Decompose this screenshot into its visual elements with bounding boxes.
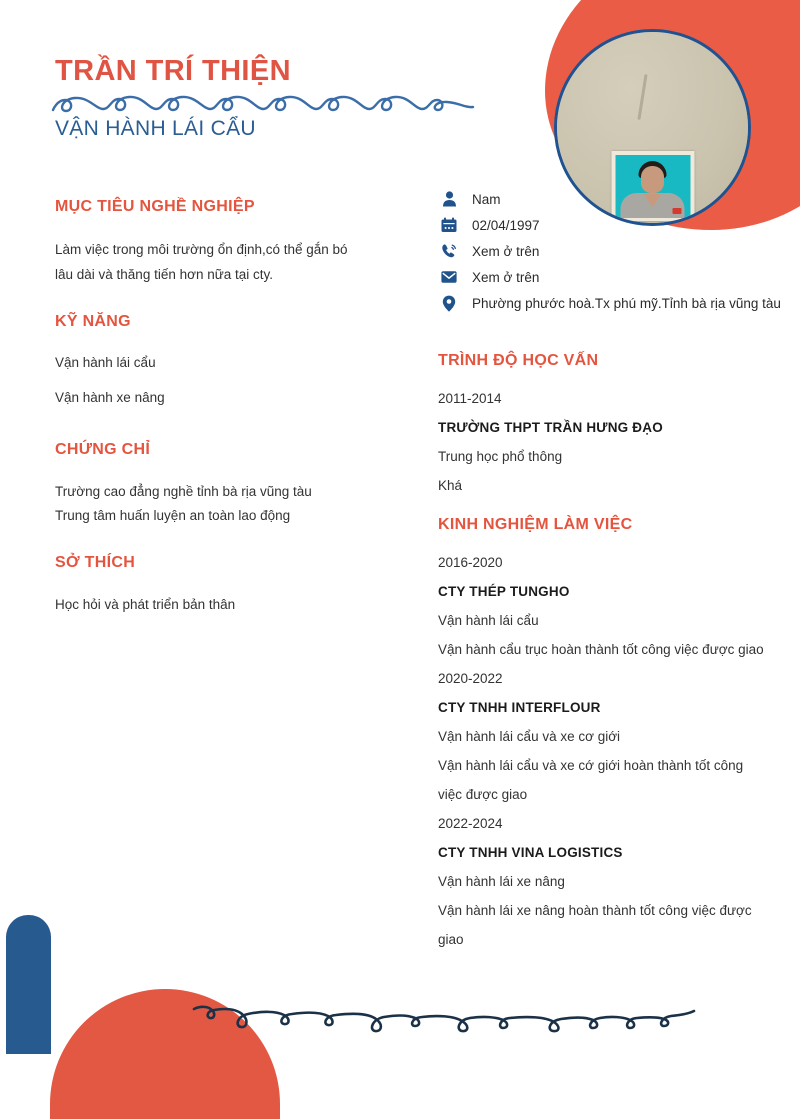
contact-row-phone[interactable] bbox=[438, 238, 768, 264]
education-date: 2011-2014 bbox=[438, 391, 502, 406]
section-heading-skills: KỸ NĂNG bbox=[55, 313, 131, 330]
job-title: VẬN HÀNH LÁI CẨU bbox=[55, 116, 256, 140]
contact-row-birthdate bbox=[438, 212, 768, 238]
experience-line: Vận hành lái cẩu và xe cớ giới hoàn thành tốt công việc được giao bbox=[438, 758, 744, 802]
contact-row-gender bbox=[438, 186, 768, 212]
section-heading-education: TRÌNH ĐỘ HỌC VẤN bbox=[438, 352, 599, 369]
experience-entry bbox=[438, 664, 768, 809]
experience-date: 2016-2020 bbox=[438, 555, 503, 570]
interest-item: Học hỏi và phát triển bản thân bbox=[55, 597, 236, 612]
contact-value-email: Xem ở trên bbox=[472, 269, 540, 285]
certificate-item: Trường cao đẳng nghề tỉnh bà rịa vũng tàu bbox=[55, 484, 312, 499]
education-entry bbox=[438, 384, 768, 500]
phone-icon bbox=[438, 243, 460, 259]
experience-line: Vận hành cẩu trục hoàn thành tốt công việc được giao bbox=[438, 642, 764, 657]
section-heading-interests: SỞ THÍCH bbox=[55, 554, 136, 571]
experience-line: Vận hành lái cẩu bbox=[438, 613, 539, 628]
resume-header bbox=[55, 56, 476, 141]
contact-value-gender: Nam bbox=[472, 191, 501, 207]
left-column bbox=[55, 198, 355, 617]
experience-organization: CTY TNHH VINA LOGISTICS bbox=[438, 845, 623, 860]
education-line: Trung học phổ thông bbox=[438, 449, 563, 464]
contact-value-birthdate: 02/04/1997 bbox=[472, 217, 540, 233]
experience-organization: CTY THÉP TUNGHO bbox=[438, 584, 570, 599]
section-heading-experience: KINH NGHIỆM LÀM VIỆC bbox=[438, 516, 633, 533]
objective-text: Làm việc trong môi trường ổn định,có thể gắn bó lâu dài và thăng tiến hơn nữa tại cty. bbox=[55, 242, 348, 282]
experience-line: Vận hành lái xe nâng bbox=[438, 874, 565, 889]
experience-line: Vận hành lái xe nâng hoàn thành tốt công việc được giao bbox=[438, 903, 752, 947]
candidate-name: TRẦN TRÍ THIỆN bbox=[55, 55, 291, 87]
section-heading-certificates: CHỨNG CHỈ bbox=[55, 441, 151, 458]
contact-value-address: Phường phước hoà.Tx phú mỹ.Tỉnh bà rịa vũng tàu bbox=[472, 295, 781, 311]
contact-value-phone: Xem ở trên bbox=[472, 243, 540, 259]
skill-item: Vận hành lái cẩu bbox=[55, 355, 156, 370]
certificate-item: Trung tâm huấn luyện an toàn lao động bbox=[55, 508, 291, 523]
location-icon bbox=[438, 295, 460, 312]
person-icon bbox=[438, 191, 460, 207]
experience-date: 2020-2022 bbox=[438, 671, 503, 686]
calendar-icon bbox=[438, 217, 460, 233]
right-column bbox=[438, 186, 781, 954]
contact-row-address bbox=[438, 290, 781, 316]
blue-bar-decoration bbox=[6, 915, 51, 1054]
experience-organization: CTY TNHH INTERFLOUR bbox=[438, 700, 601, 715]
education-organization: TRƯỜNG THPT TRẦN HƯNG ĐẠO bbox=[438, 420, 663, 435]
section-heading-objective: MỤC TIÊU NGHỀ NGHIỆP bbox=[55, 198, 255, 215]
experience-entry bbox=[438, 809, 768, 954]
experience-line: Vận hành lái cẩu và xe cơ giới bbox=[438, 729, 621, 744]
squiggle-divider-top bbox=[51, 91, 476, 115]
email-icon bbox=[438, 270, 460, 284]
contact-list bbox=[438, 186, 781, 316]
skill-item: Vận hành xe nâng bbox=[55, 390, 165, 405]
contact-row-email[interactable] bbox=[438, 264, 768, 290]
experience-entry bbox=[438, 548, 768, 664]
experience-date: 2022-2024 bbox=[438, 816, 503, 831]
squiggle-divider-bottom bbox=[192, 1000, 697, 1034]
education-line: Khá bbox=[438, 478, 463, 493]
